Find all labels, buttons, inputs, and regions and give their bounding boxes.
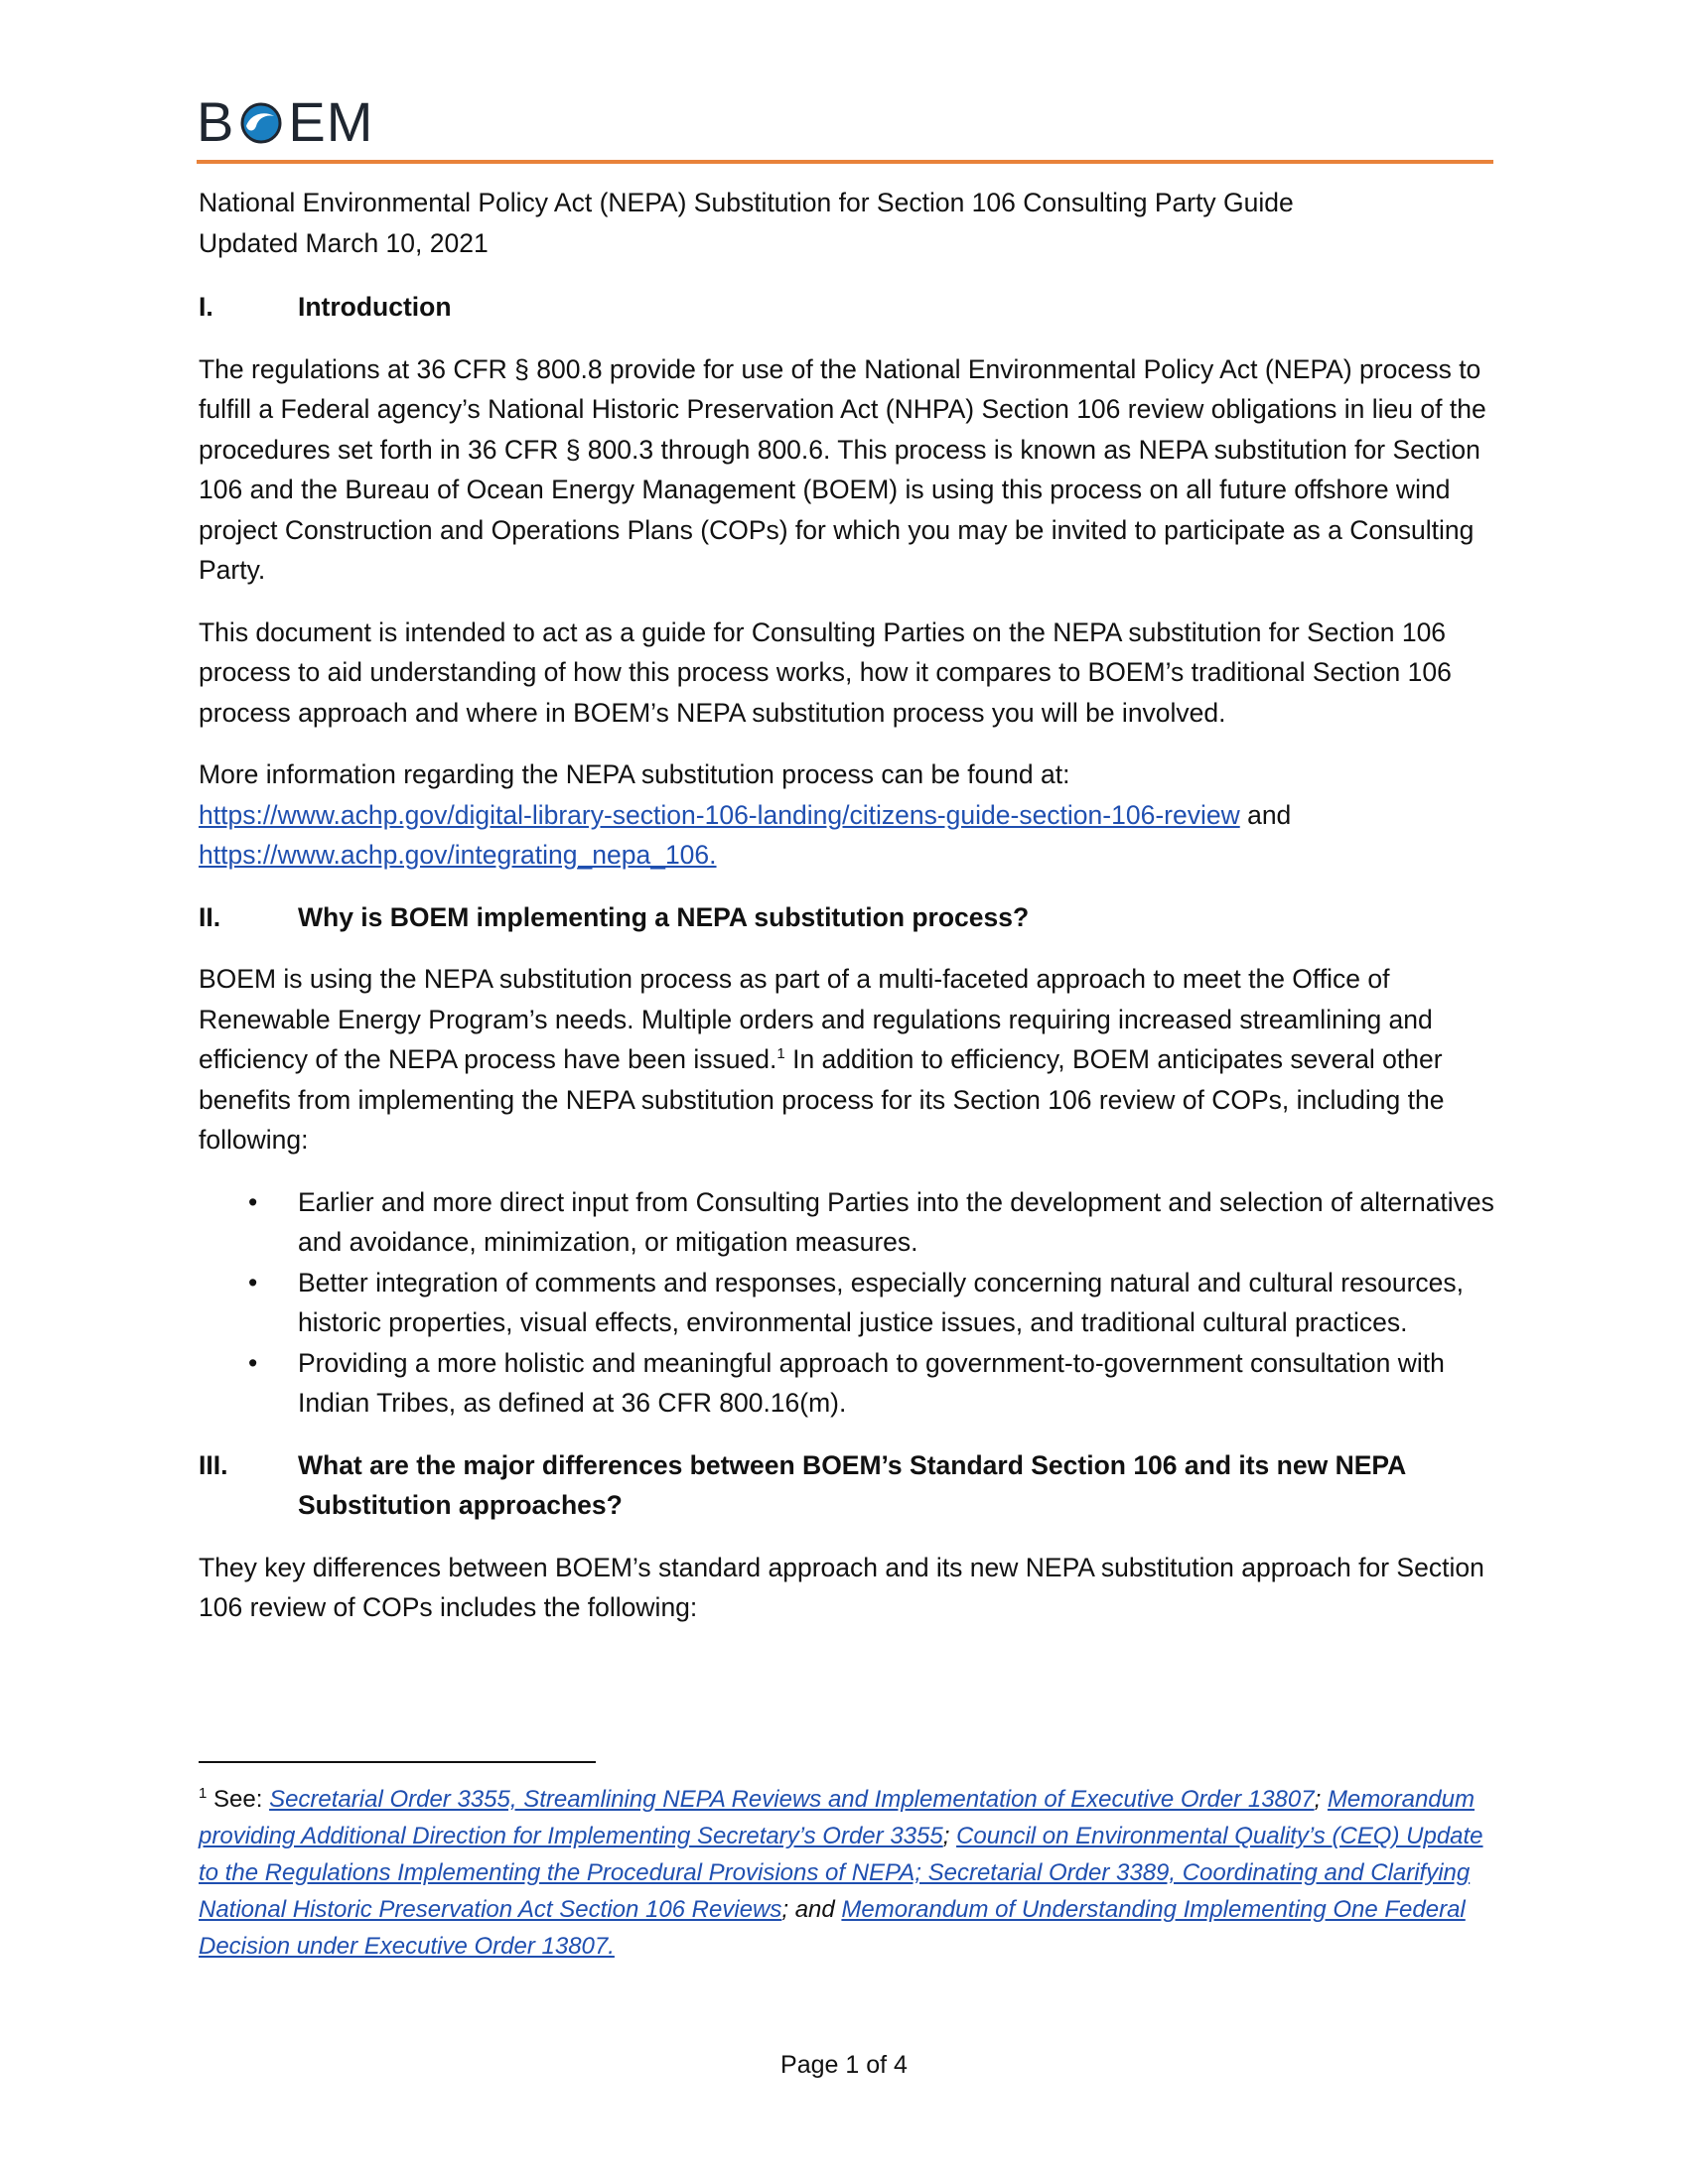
achp-integrating-nepa-link[interactable]: https://www.achp.gov/integrating_nepa_106. [199, 840, 717, 870]
list-item: • Earlier and more direct input from Consulting Parties into the development and selection of alternatives and avoidance, minimization, or mitigation measures. [199, 1182, 1499, 1263]
section-number: III. [199, 1449, 228, 1480]
more-info-lead: More information regarding the NEPA substitution process can be found at: [199, 759, 1070, 789]
secretarial-order-3355-link[interactable]: Secretarial Order 3355, Streamlining NEPA Reviews and Implementation of Executive Order 13807 [269, 1786, 1315, 1813]
paragraph-more-info [199, 754, 1499, 876]
footnote-reference[interactable]: 1 [776, 1045, 785, 1063]
section-number: I. [199, 292, 213, 322]
footnote-separator [199, 1761, 596, 1763]
benefits-list [199, 1182, 1499, 1424]
header-rule [197, 160, 1493, 164]
paragraph: They key differences between BOEM’s standard approach and its new NEPA substitution approach for Section 106 review of COPs includes the following: [199, 1552, 1484, 1622]
conjunction-and: and [1239, 799, 1292, 830]
document-title: National Environmental Policy Act (NEPA) Substitution for Section 106 Consulting Party Guide [199, 188, 1294, 217]
page-number: Page 1 of 4 [780, 2051, 908, 2079]
section-title: What are the major differences between BOEM’s Standard Section 106 and its new NEPA Substitution approaches? [298, 1449, 1406, 1520]
section-heading-why-nepa-substitution [199, 897, 1499, 938]
document-updated-date: Updated March 10, 2021 [199, 227, 489, 258]
paragraph: The regulations at 36 CFR § 800.8 provide for use of the National Environmental Policy Act (NEPA) process to fulfill a Federal agency’s National Historic Preservation Act (NHPA) Section 106 review obligations in lieu of the procedures set forth in 36 CFR § 800.3 through 800.6. This process is known as NEPA substitution for Section 106 and the Bureau of Ocean Energy Management (BOEM) is using this process on all future offshore wind project Construction and Operations Plans (COPs) for which you may be invited to participate as a Consulting Party. [199, 353, 1486, 585]
footnote: $^1$ See: Secretarial Order 3355, Streamlining NEPA Reviews and Implementation of Executive Order 13807; Memorandum providing Additional Direction for Implementing Secretary’s Order 3355; Council on Environmental Quality’s (CEQ) Update to the Regulations Implementing the Procedural Provisions of NEPA; Secretarial Order 3389, Coordinating and Clarifying National Historic Preservation Act Section 106 Reviews; and Memorandum of Understanding Implementing One Federal Decision under Executive Order 13807. [199, 1785, 1483, 1960]
section-title: Why is BOEM implementing a NEPA substitution process? [298, 901, 1030, 932]
section-heading-introduction [199, 287, 1499, 328]
footnote-mark: 1 [199, 1785, 208, 1802]
section-title: Introduction [298, 292, 452, 322]
memorandum-order-3355-link[interactable]: Memorandum providing Additional Direction for Implementing Secretary’s Order 3355 [199, 1786, 1475, 1849]
section-number: II. [199, 901, 221, 932]
boem-logo: B EM [197, 90, 374, 153]
ceq-update-link[interactable]: Council on Environmental Quality’s (CEQ) Update to the Regulations Implementing the Procedural Provisions of NEPA; Secretarial Order 3389, Coordinating and Clarifying National Historic Preservation Act Section 106 Reviews [199, 1823, 1483, 1923]
list-item: • Providing a more holistic and meaningful approach to government-to-government consultation with Indian Tribes, as defined at 36 CFR 800.16(m). [199, 1343, 1499, 1424]
section-heading-major-differences [199, 1445, 1499, 1526]
paragraph: BOEM is using the NEPA substitution process as part of a multi-faceted approach to meet the Office of Renewable Energy Program’s needs. Multiple orders and regulations requiring increased streamlining and efficiency of the NEPA process have been issued.$^1$ In addition to efficiency, BOEM anticipates several other benefits from implementing the NEPA substitution process for its Section 106 review of COPs, including the following: [199, 964, 1445, 1155]
paragraph: This document is intended to act as a guide for Consulting Parties on the NEPA substitution for Section 106 process to aid understanding of how this process works, how it compares to BOEM’s traditional Section 106 process approach and where in BOEM’s NEPA substitution process you will be involved. [199, 616, 1452, 728]
logo-wave-icon [238, 99, 284, 145]
memorandum-one-federal-decision-link[interactable]: Memorandum of Understanding Implementing One Federal Decision under Executive Order 13807. [199, 1896, 1466, 1960]
achp-citizens-guide-link[interactable]: https://www.achp.gov/digital-library-section-106-landing/citizens-guide-section-106-review [199, 799, 1240, 830]
document-body [199, 183, 1499, 1650]
list-item: • Better integration of comments and responses, especially concerning natural and cultural resources, historic properties, visual effects, environmental justice issues, and traditional cultural practices. [199, 1263, 1499, 1343]
